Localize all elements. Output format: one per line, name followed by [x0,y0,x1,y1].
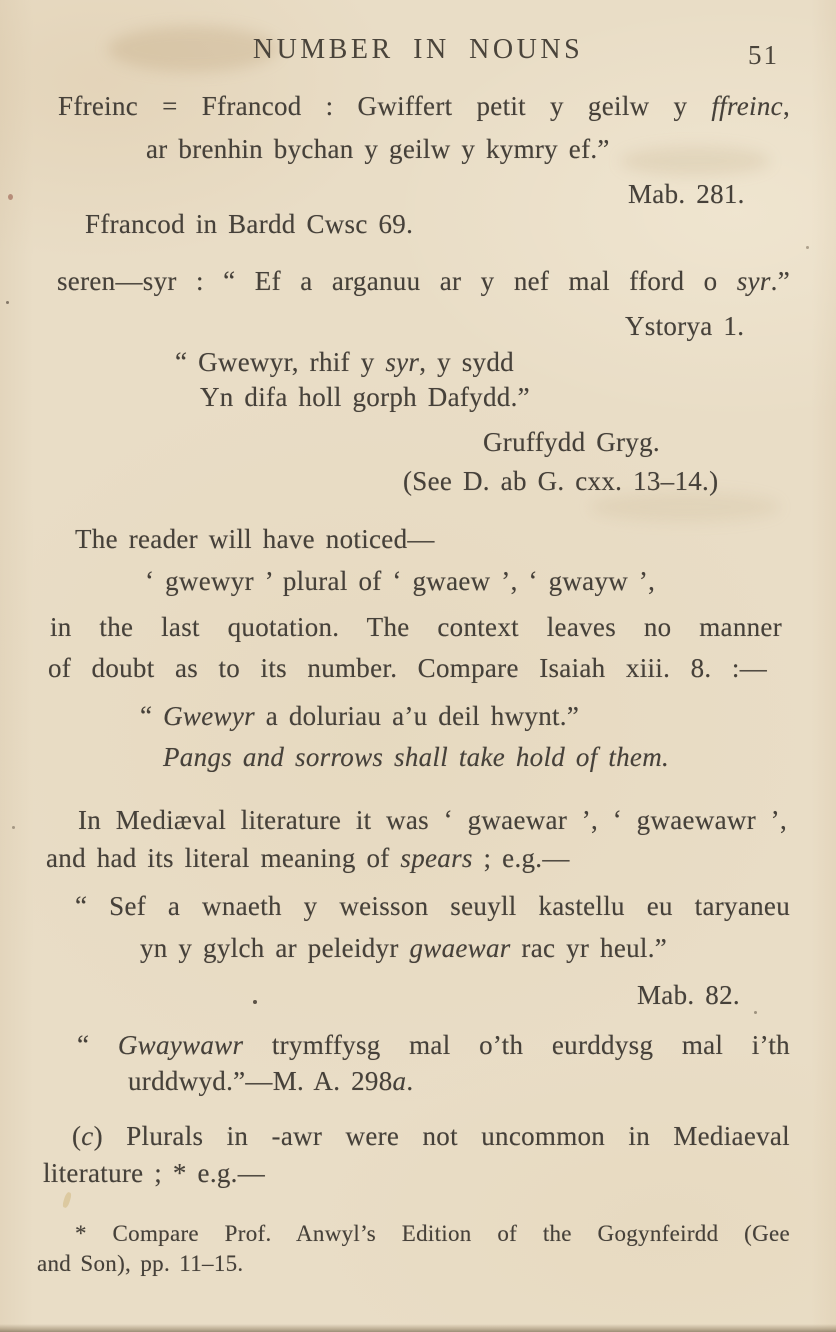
text-run: , y sydd [419,347,514,377]
text-line-mediaeval [78,805,787,837]
text-run-italic: syr [385,347,420,377]
text-line-literature-eg [43,1158,265,1190]
text-run: Yn difa holl gorph Dafydd.” [200,382,530,412]
text-run: and had its literal meaning of [46,843,401,873]
text-run: ( [72,1121,82,1151]
paper-speck [806,246,809,249]
text-run: * Compare Prof. Anwyl’s Edition of the Gogynfeirdd (Gee [75,1221,790,1246]
text-run: Ffreinc = Ffrancod : Gwiffert petit y geilw y [58,91,712,121]
text-run: . [406,1066,414,1096]
text-run: .” [770,266,790,296]
text-run: ‘ gwewyr ’ plural of ‘ gwaew ’, ‘ gwayw ’, [145,566,656,596]
text-run: Ffrancod in Bardd Cwsc 69. [85,209,414,239]
text-run: The reader will have noticed— [75,524,435,554]
text-run-italic: a [392,1066,407,1096]
text-line-last-quotation [50,612,782,644]
chapter-title: NUMBER IN NOUNS [252,34,584,65]
verse-line-2 [200,382,530,414]
text-line-plurals-awr [72,1121,790,1153]
text-run-italic: Gwaywawr [117,1030,244,1060]
text-run: yn y gylch ar peleidyr [140,933,410,963]
paper-speck [8,194,13,200]
quote-gwaywawr-1 [77,1030,790,1062]
page-number: 51 [748,40,779,70]
text-run: Mab. 281. [628,179,745,209]
text-run: Ystorya 1. [625,311,745,341]
footnote-line-2 [37,1250,243,1277]
text-run: , [782,91,790,121]
text-run-italic: ffreinc [711,91,783,121]
text-run: In Mediæval literature it was ‘ gwaewar ’, ‘ gwaewawr ’, [78,805,787,835]
text-line-ffreinc-1 [58,91,790,123]
text-line-ffrancod [85,209,413,241]
text-run: in the last quotation. The context leaves no manner [50,612,782,642]
text-line-ffreinc-2 [146,134,610,166]
paper-speck [6,301,9,304]
text-run-italic: syr [736,266,771,296]
quote-sef-a-wnaeth [75,891,790,923]
text-run: “ [140,701,164,731]
reference-see-dabg [403,466,718,498]
text-run-italic: c [81,1121,94,1151]
text-line-seren-syr [57,266,790,298]
text-run-italic: Gwewyr [163,701,255,731]
text-line-gwewyr-plural [145,566,655,598]
quote-gwaywawr-2 [128,1066,413,1098]
verse-line-1 [175,347,514,379]
text-run: “ [77,1030,118,1060]
running-header [0,34,836,66]
text-run: urddwyd.”—M. A. 298 [128,1066,393,1096]
paper-speck [12,826,15,829]
text-run: literature ; * e.g.— [43,1158,266,1188]
text-run: seren—syr : “ Ef a arganuu ar y nef mal fford o [57,266,737,296]
text-run-italic: spears [400,843,473,873]
quote-gwewyr-doluriau [140,701,579,733]
text-run: (See D. ab G. cxx. 13–14.) [403,466,719,496]
text-line-reader-noticed [75,524,435,556]
text-run: trymffysg mal o’th eurddysg mal i’th [243,1030,790,1060]
text-run: of doubt as to its number. Compare Isaiah xiii. 8. :— [48,653,767,683]
paper-speck [754,1011,757,1014]
attribution-gruffydd-gryg [483,427,660,459]
text-run-italic: Pangs and sorrows shall take hold of them. [163,742,670,772]
stray-ink-dot [253,1000,257,1004]
show-through-stain [620,146,770,176]
text-run: ; e.g.— [472,843,570,873]
quote-yn-y-gylch [140,933,667,965]
text-run: “ Gwewyr, rhif y [175,347,386,377]
citation-mab-82 [637,980,740,1012]
text-run: Gruffydd Gryg. [483,427,660,457]
text-run: and Son), pp. 11–15. [37,1251,244,1276]
text-line-of-doubt [48,653,767,685]
text-run: ) Plurals in -awr were not uncommon in Mediaeval [93,1121,790,1151]
text-run: a doluriau a’u deil hwynt.” [254,701,580,731]
text-run-italic: gwaewar [409,933,511,963]
translation-pangs-sorrows [163,742,669,774]
footnote-line-1 [75,1220,790,1247]
text-line-literal-meaning [46,843,570,875]
paper-scratch [62,1191,73,1208]
citation-mab-281 [628,179,745,211]
text-run: rac yr heul.” [510,933,668,963]
text-run: ar brenhin bychan y geilw y kymry ef.” [146,134,610,164]
text-run: “ Sef a wnaeth y weisson seuyll kastellu eu taryaneu [75,891,790,921]
text-run: Mab. 82. [637,980,740,1010]
citation-ystorya [625,311,744,343]
